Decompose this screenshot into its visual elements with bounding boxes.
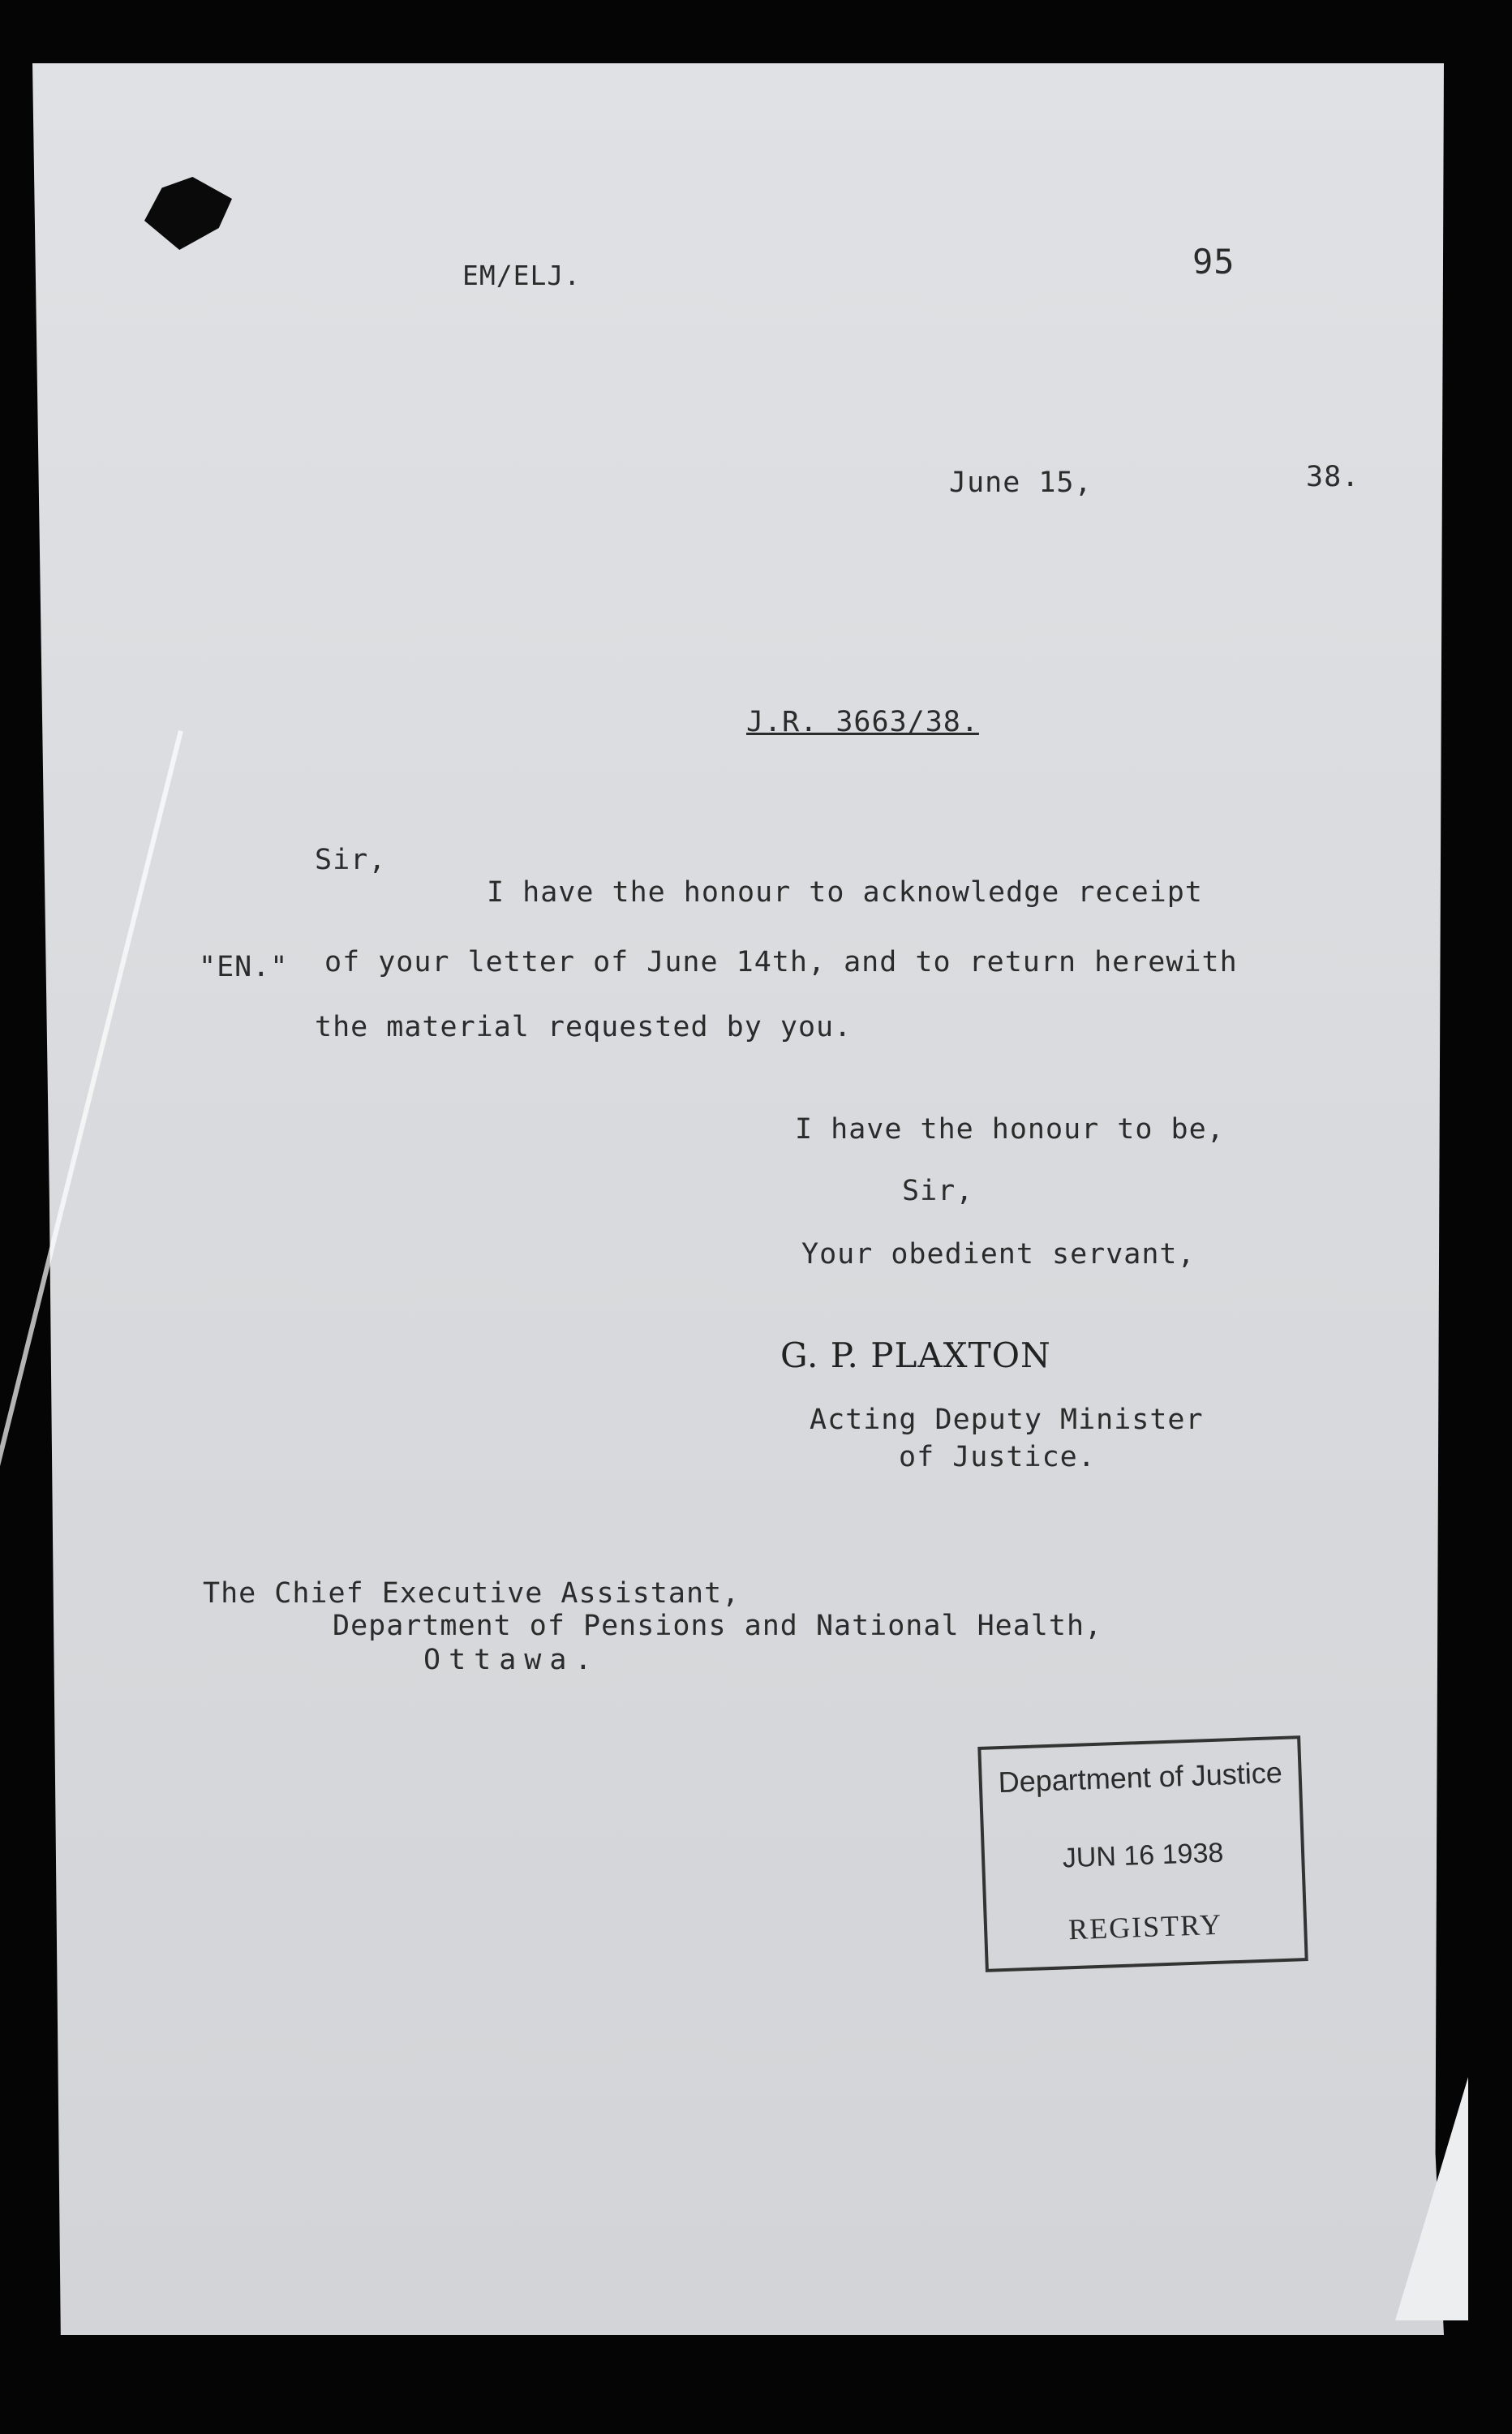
registry-stamp — [977, 1735, 1308, 1972]
addressee-line: The Chief Executive Assistant, — [203, 1577, 741, 1610]
addressee-line: Department of Pensions and National Health, — [333, 1610, 1103, 1642]
closing-line: Sir, — [902, 1175, 974, 1207]
body-line: of your letter of June 14th, and to return herewith — [324, 946, 1238, 978]
signer-title: of Justice. — [899, 1441, 1096, 1473]
addressee-line: Ottawa. — [423, 1644, 600, 1676]
letter-page — [32, 63, 1444, 2335]
reference-initials: EM/ELJ. — [462, 260, 582, 291]
letter-date: June 15, — [949, 467, 1093, 499]
file-reference: J.R. 3663/38. — [746, 706, 979, 738]
salutation: Sir, — [315, 844, 387, 876]
signer-title: Acting Deputy Minister — [810, 1404, 1204, 1436]
letter-year: 38. — [1306, 461, 1360, 493]
stamp-label: REGISTRY — [1067, 1907, 1223, 1946]
stamp-date: JUN 16 1938 — [1062, 1837, 1224, 1874]
closing-line: Your obedient servant, — [801, 1238, 1196, 1271]
body-line: the material requested by you. — [315, 1011, 853, 1043]
margin-marker: "EN." — [199, 951, 289, 983]
closing-line: I have the honour to be, — [795, 1113, 1225, 1146]
page-number: 95 — [1192, 242, 1235, 282]
signature: G. P. PLAXTON — [780, 1335, 1051, 1375]
body-line: I have the honour to acknowledge receipt — [487, 876, 1203, 909]
stamp-organization: Department of Justice — [998, 1755, 1283, 1800]
